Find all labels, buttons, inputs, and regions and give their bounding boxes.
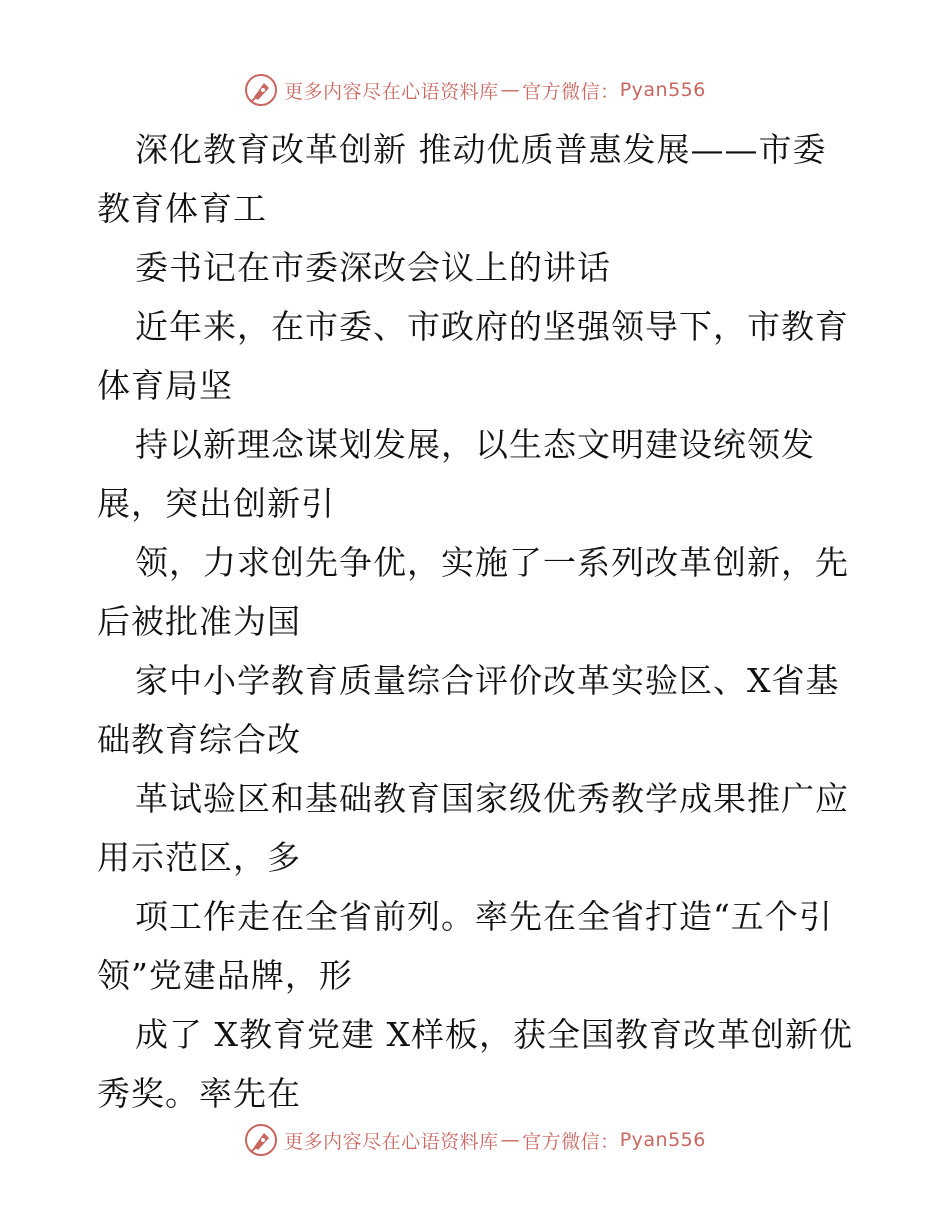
paragraph-line: 深化教育改革创新 推动优质普惠发展——市委教育体育工 xyxy=(97,130,827,228)
paragraph-line: 委书记在市委深改会议上的讲话 xyxy=(135,248,611,287)
document-body xyxy=(97,120,857,1123)
header-watermark-banner xyxy=(0,70,950,110)
paragraph-line: 持以新理念谋划发展，以生态文明建设统领发展，突出创新引 xyxy=(97,425,815,523)
paragraph-line: 近年来，在市委、市政府的坚强领导下，市教育体育局坚 xyxy=(97,307,849,405)
banner-wechat-id: Pyan556 xyxy=(619,1129,706,1151)
banner-dash: — xyxy=(500,79,521,101)
pen-nib-logo-icon xyxy=(244,1123,278,1157)
banner-text: 更多内容尽在心语资料库 xyxy=(284,1130,499,1153)
paragraph-line: 家中小学教育质量综合评价改革实验区、X省基础教育综合改 xyxy=(97,661,840,759)
footer-watermark-banner xyxy=(0,1120,950,1160)
banner-wechat-id: Pyan556 xyxy=(619,79,706,101)
paragraph-line: 领，力求创先争优，实施了一系列改革创新，先后被批准为国 xyxy=(97,543,849,641)
paragraph-line: 成了 X教育党建 X样板，获全国教育改革创新优秀奖。率先在 xyxy=(97,1015,853,1113)
banner-dash: — xyxy=(500,1129,521,1151)
paragraph-line: 项工作走在全省前列。率先在全省打造“五个引领”党建品牌，形 xyxy=(97,897,833,995)
pen-nib-logo-icon xyxy=(244,73,278,107)
banner-wechat-label: 官方微信： xyxy=(522,80,620,103)
banner-text: 更多内容尽在心语资料库 xyxy=(284,80,499,103)
paragraph-line: 革试验区和基础教育国家级优秀教学成果推广应用示范区，多 xyxy=(97,779,849,877)
banner-wechat-label: 官方微信： xyxy=(522,1130,620,1153)
